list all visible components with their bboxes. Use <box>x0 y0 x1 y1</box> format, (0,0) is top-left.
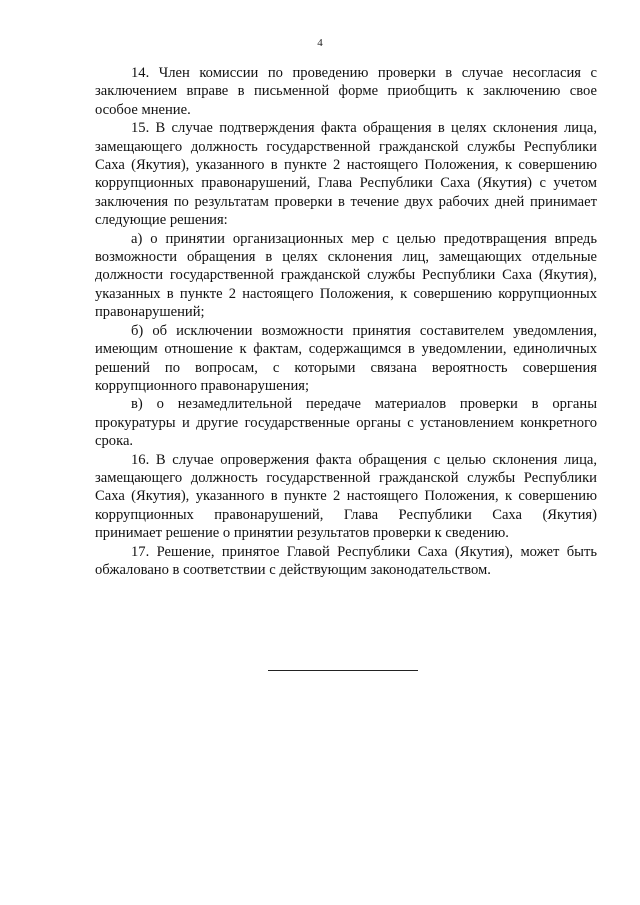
text-line: решений по вопросам, с которыми связана вероятность совершения <box>95 359 597 376</box>
text-line: Саха (Якутия), указанного в пункте 2 настоящего Положения, к совершению <box>95 157 597 174</box>
subparagraph-a <box>95 230 597 322</box>
subparagraph-v <box>95 395 597 450</box>
subparagraph-b <box>95 322 597 396</box>
text-line: коррупционных правонарушений, Глава Республики Саха (Якутия) с учетом <box>95 175 597 192</box>
text-line: Саха (Якутия), указанного в пункте 2 настоящего Положения, к совершению <box>95 488 597 505</box>
paragraph-15 <box>95 119 597 229</box>
text-line: в) о незамедлительной передаче материалов проверки в органы <box>131 396 597 413</box>
end-of-document-rule <box>268 670 418 671</box>
paragraph-14 <box>95 64 597 119</box>
text-line: срока. <box>95 433 134 450</box>
page-number: 4 <box>317 37 323 49</box>
text-line: б) об исключении возможности принятия составителем уведомления, <box>131 322 597 339</box>
text-line: 14. Член комиссии по проведению проверки в случае несогласия с <box>131 65 597 81</box>
paragraph-16 <box>95 451 597 543</box>
paragraph-17 <box>95 543 597 580</box>
text-line: особое мнение. <box>95 101 191 118</box>
text-line: обжаловано в соответствии с действующим законодательством. <box>95 561 491 578</box>
text-line: заключением вправе в письменной форме приобщить к заключению свое <box>95 83 597 100</box>
text-line: коррупционных правонарушений, Глава Республики Саха (Якутия) <box>95 506 597 523</box>
text-line: должности государственной гражданской службы Республики Саха (Якутия), <box>95 267 597 284</box>
text-line: 17. Решение, принятое Главой Республики Саха (Якутия), может быть <box>131 543 597 560</box>
text-line: указанных в пункте 2 настоящего Положения, к совершению коррупционных <box>95 285 597 302</box>
text-line: прокуратуры и другие государственные органы с установлением конкретного <box>95 414 597 431</box>
text-line: имеющим отношение к фактам, содержащимся в уведомлении, единоличных <box>95 341 597 358</box>
text-line: а) о принятии организационных мер с целью предотвращения впредь <box>131 230 597 247</box>
text-line: 16. В случае опровержения факта обращения с целью склонения лица, <box>131 451 597 468</box>
text-line: возможности обращения в целях склонения лиц, замещающих отдельные <box>95 249 597 266</box>
document-body <box>95 64 597 579</box>
text-line: правонарушений; <box>95 304 205 321</box>
text-line: принимает решение о принятии результатов проверки к сведению. <box>95 525 509 542</box>
text-line: 15. В случае подтверждения факта обращения в целях склонения лица, <box>131 120 597 137</box>
text-line: заключения по результатам проверки в течение двух рабочих дней принимает <box>95 193 597 210</box>
text-line: следующие решения: <box>95 212 228 229</box>
text-line: замещающего должность государственной гражданской службы Республики <box>95 138 597 155</box>
text-line: замещающего должность государственной гражданской службы Республики <box>95 469 597 486</box>
text-line: коррупционного правонарушения; <box>95 377 310 394</box>
